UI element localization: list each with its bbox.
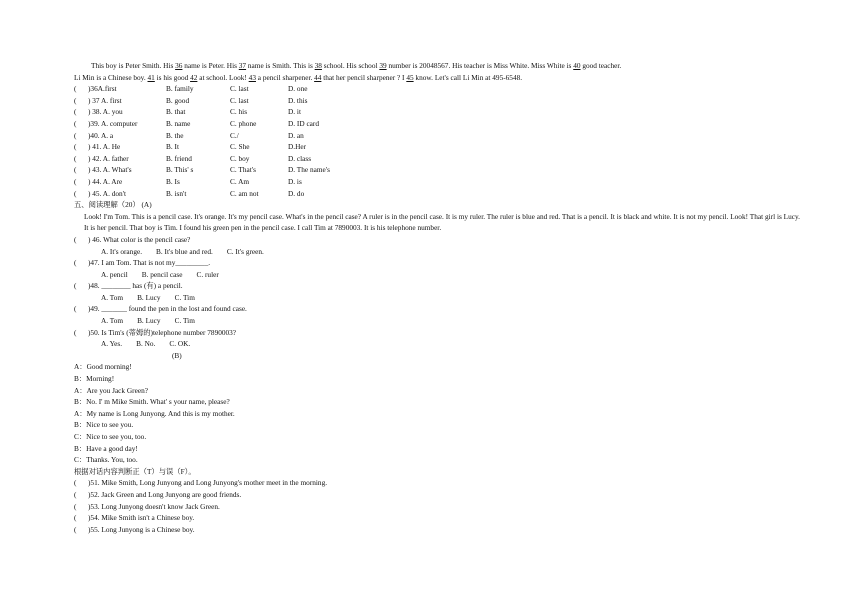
reading-question — [74, 257, 800, 269]
question-option-b: B. friend — [166, 153, 192, 163]
question-text: )48. ________ has (有) a pencil. — [88, 281, 183, 291]
cloze-text: at school. Look! — [197, 72, 249, 82]
tf-question — [74, 489, 800, 501]
cloze-blank: 39 — [379, 61, 387, 70]
question-options — [74, 292, 800, 304]
reading-question — [74, 280, 800, 292]
option: B. pencil case — [141, 269, 183, 279]
part-b-label: (B) — [172, 350, 182, 360]
question-option-c: C. last — [230, 84, 249, 94]
dialogue-line: C：Nice to see you, too. — [74, 432, 147, 441]
cloze-question — [74, 164, 800, 176]
cloze-text: name is Smith. This is — [246, 61, 315, 70]
question-option-d: D. it — [288, 107, 301, 117]
answer-paren[interactable]: ( — [74, 501, 77, 511]
option: A. Yes. — [101, 339, 123, 349]
cloze-question — [74, 176, 800, 188]
section-title: 五、阅读理解（20） (A) — [74, 200, 152, 210]
question-option-a: ) 45. A. don't — [88, 188, 127, 198]
cloze-blank: 42 — [190, 72, 198, 82]
answer-paren[interactable]: ( — [74, 107, 77, 117]
tf-question — [74, 501, 800, 513]
option: C. ruler — [196, 269, 219, 279]
cloze-line-1 — [74, 60, 800, 72]
question-option-a: ) 42. A. father — [88, 153, 129, 163]
answer-paren[interactable]: ( — [74, 153, 77, 163]
question-option-b: B. isn't — [166, 188, 187, 198]
answer-paren[interactable]: ( — [74, 489, 77, 499]
answer-paren[interactable]: ( — [74, 513, 77, 523]
question-options — [74, 338, 800, 350]
answer-paren[interactable]: ( — [74, 95, 77, 105]
question-option-d: D. do — [288, 188, 305, 198]
option: A. It's orange. — [101, 246, 143, 256]
question-option-b: B. family — [166, 84, 194, 94]
reading-question — [74, 327, 800, 339]
question-text: )53. Long Junyong doesn't know Jack Green. — [88, 501, 220, 511]
dialogue — [74, 361, 800, 465]
cloze-question — [74, 141, 800, 153]
passage-a: Look! I'm Tom. This is a pencil case. It's orange. It's my pencil case. What's in the pencil case? A ruler is in the pencil case. It is my ruler. The ruler is blue and red. That is a pencil. It is black and white. It is not my pencil. Look! That girl is Lucy. It is her pencil. That boy is Tim. I found his green pen in the pencil case. I call Tim at 7890003. It is his telephone number. — [84, 211, 800, 233]
cloze-blank: 43 — [248, 72, 256, 82]
cloze-text: that her pencil sharpener ? I — [321, 72, 407, 82]
tf-instruction: 根据对话内容判断正（T）与误（F）。 — [74, 466, 196, 476]
cloze-blank: 37 — [238, 61, 247, 70]
answer-paren[interactable]: ( — [74, 188, 77, 198]
question-option-c: C. am not — [230, 188, 259, 198]
option: C. OK. — [169, 339, 191, 349]
answer-paren[interactable]: ( — [74, 524, 77, 534]
question-option-d: D.Her — [288, 142, 307, 152]
question-option-d: D. class — [288, 153, 312, 163]
reading-question-list — [74, 234, 800, 350]
option: C. It's green. — [226, 246, 264, 256]
cloze-question — [74, 106, 800, 118]
question-option-a: ) 37 A. first — [88, 95, 122, 105]
cloze-blank: 36 — [175, 61, 183, 70]
dialogue-line: B：Morning! — [74, 374, 115, 384]
tf-question — [74, 524, 800, 536]
question-option-a: )40. A. a — [88, 130, 114, 140]
reading-question — [74, 234, 800, 246]
cloze-text: school. His school — [321, 61, 380, 70]
question-option-c: C./ — [230, 130, 239, 140]
answer-paren[interactable]: ( — [74, 84, 77, 94]
question-option-b: B. name — [166, 118, 191, 128]
cloze-question — [74, 130, 800, 142]
cloze-line-2 — [74, 72, 800, 84]
cloze-question-list — [74, 83, 800, 199]
tf-question — [74, 512, 800, 524]
question-option-c: C. That's — [230, 165, 256, 175]
question-text: )49. _______ found the pen in the lost and found case. — [88, 304, 247, 314]
question-option-c: C. phone — [230, 118, 257, 128]
question-option-c: C. last — [230, 95, 249, 105]
option: B. It's blue and red. — [156, 246, 213, 256]
cloze-text: Li Min is a Chinese boy. — [74, 72, 148, 82]
answer-paren[interactable]: ( — [74, 304, 77, 314]
question-options — [74, 246, 800, 258]
question-text: )52. Jack Green and Long Junyong are good friends. — [88, 489, 242, 499]
question-option-a: ) 44. A. Are — [88, 176, 123, 186]
cloze-blank: 45 — [406, 72, 414, 82]
cloze-blank: 38 — [314, 61, 322, 70]
cloze-text: name is Peter. His — [182, 61, 239, 70]
question-option-c: C. She — [230, 142, 250, 152]
dialogue-line: B：No. I' m Mike Smith. What' s your name, please? — [74, 397, 230, 407]
question-text: )47. I am Tom. That is not my_________. — [88, 258, 211, 268]
answer-paren[interactable]: ( — [74, 258, 77, 268]
cloze-text: good teacher. — [580, 61, 622, 70]
cloze-text: number is 20048567. His teacher is Miss White. Miss White is — [386, 61, 574, 70]
cloze-question — [74, 153, 800, 165]
question-text: ) 46. What color is the pencil case? — [88, 234, 191, 244]
option: A. Tom — [101, 316, 124, 326]
answer-paren[interactable]: ( — [74, 118, 77, 128]
option: B. Lucy — [137, 316, 161, 326]
question-option-b: B. good — [166, 95, 190, 105]
question-option-d: D. ID card — [288, 118, 319, 128]
dialogue-line: B：Have a good day! — [74, 443, 138, 453]
cloze-text: This boy is Peter Smith. His — [91, 61, 176, 70]
question-option-c: C. Am — [230, 176, 250, 186]
dialogue-line: A：My name is Long Junyong. And this is my mother. — [74, 408, 235, 418]
cloze-text: a pencil sharpener. — [255, 72, 315, 82]
option: C. Tim — [174, 316, 195, 326]
question-option-b: B. that — [166, 107, 186, 117]
option: C. Tim — [174, 292, 195, 302]
question-text: )50. Is Tim's (蒂姆的)telephone number 7890003? — [88, 327, 237, 337]
cloze-blank: 44 — [314, 72, 322, 82]
question-option-a: ) 43. A. What's — [88, 165, 132, 175]
cloze-text: know. Let's call Li Min at 495-6548. — [413, 72, 523, 82]
question-option-d: D. one — [288, 84, 308, 94]
option: B. Lucy — [137, 292, 161, 302]
answer-paren[interactable]: ( — [74, 176, 77, 186]
dialogue-line: A：Good morning! — [74, 362, 132, 372]
question-option-a: ) 41. A. He — [88, 142, 121, 152]
exam-content — [74, 60, 800, 535]
option: B. No. — [136, 339, 156, 349]
answer-paren[interactable]: ( — [74, 234, 77, 244]
answer-paren[interactable]: ( — [74, 130, 77, 140]
option: A. pencil — [101, 269, 128, 279]
cloze-question — [74, 188, 800, 200]
question-option-a: )39. A. computer — [88, 118, 138, 128]
tf-question-list — [74, 477, 800, 535]
option: A. Tom — [101, 292, 124, 302]
question-text: )51. Mike Smith, Long Junyong and Long Junyong's mother meet in the morning. — [88, 478, 328, 488]
tf-question — [74, 477, 800, 489]
cloze-question — [74, 83, 800, 95]
question-option-d: D. The name's — [288, 165, 330, 175]
question-text: )54. Mike Smith isn't a Chinese boy. — [88, 513, 195, 523]
question-options — [74, 269, 800, 281]
question-option-c: C. boy — [230, 153, 250, 163]
answer-paren[interactable]: ( — [74, 142, 77, 152]
dialogue-line: A：Are you Jack Green? — [74, 385, 148, 395]
cloze-text: is his good — [154, 72, 191, 82]
question-option-d: D. an — [288, 130, 304, 140]
reading-question — [74, 303, 800, 315]
question-option-d: D. this — [288, 95, 308, 105]
question-option-b: B. Is — [166, 176, 180, 186]
question-option-b: B. This' s — [166, 165, 194, 175]
question-option-b: B. the — [166, 130, 184, 140]
question-option-a: ) 38. A. you — [88, 107, 123, 117]
question-option-c: C. his — [230, 107, 248, 117]
question-text: )55. Long Junyong is a Chinese boy. — [88, 524, 195, 534]
dialogue-line: B：Nice to see you. — [74, 420, 134, 430]
cloze-question — [74, 118, 800, 130]
cloze-question — [74, 95, 800, 107]
question-option-a: )36A.first — [88, 84, 117, 94]
answer-paren[interactable]: ( — [74, 165, 77, 175]
question-options — [74, 315, 800, 327]
dialogue-line: C：Thanks. You, too. — [74, 455, 138, 465]
question-option-b: B. It — [166, 142, 179, 152]
cloze-blank: 41 — [147, 72, 155, 82]
answer-paren[interactable]: ( — [74, 281, 77, 291]
answer-paren[interactable]: ( — [74, 478, 77, 488]
question-option-d: D. is — [288, 176, 302, 186]
cloze-blank: 40 — [573, 61, 581, 70]
answer-paren[interactable]: ( — [74, 327, 77, 337]
